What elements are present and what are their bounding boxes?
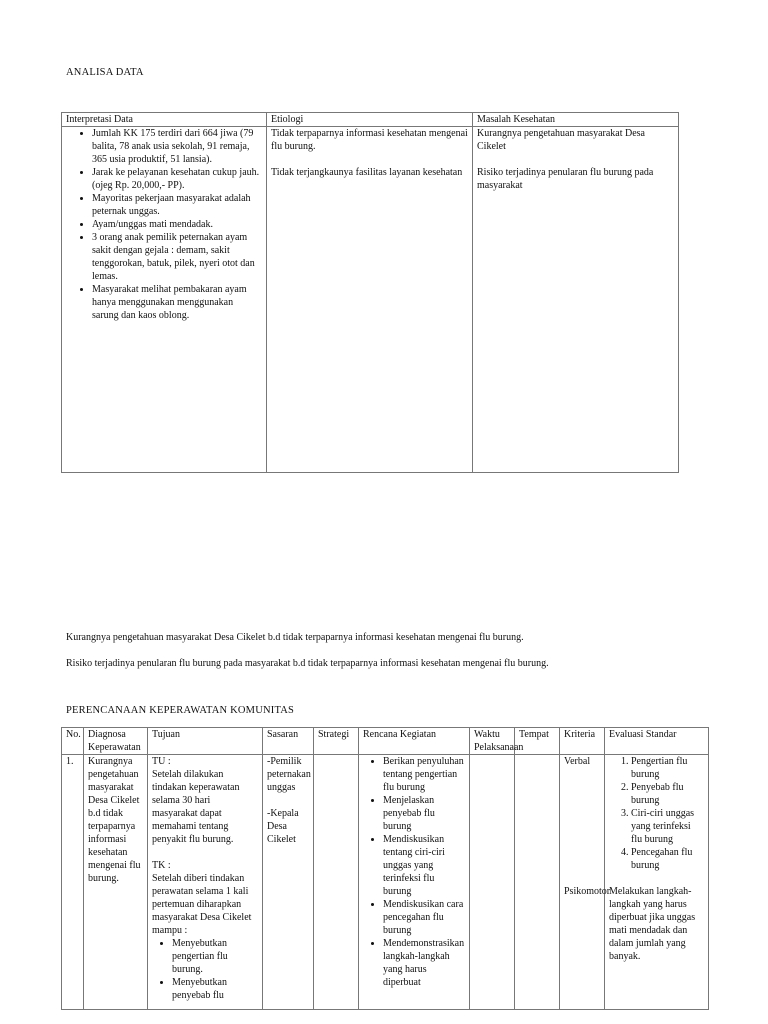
header-tujuan: Tujuan	[148, 728, 263, 755]
list-item: • 3 orang anak pemilik peternakan ayam sakit dengan gejala : demam, sakit tenggorokan, batuk, pilek, nyeri otot dan lemas.	[92, 231, 262, 283]
sasaran-cell	[263, 755, 314, 1010]
tu-label: TU :	[152, 756, 171, 767]
kriteria-cell	[560, 755, 611, 1010]
list-item: • Mendiskusikan cara pencegahan flu burung	[383, 898, 465, 937]
analisa-data-table	[61, 112, 679, 473]
perencanaan-header-row	[62, 728, 709, 755]
waktu-cell	[470, 755, 515, 1010]
evaluasi-cell	[605, 755, 709, 1010]
rencana-cell	[359, 755, 470, 1010]
evaluasi-text: Melakukan langkah-langkah yang harus diperbuat jika unggas mati mendadak dan dalam jumlah yang banyak.	[609, 886, 696, 962]
analisa-header-row	[62, 113, 679, 127]
sasaran-text: -Pemilik peternakan unggas	[267, 756, 311, 793]
masalah-cell	[473, 127, 679, 473]
diagnosa-line: Risiko terjadinya penularan flu burung pada masyarakat b.d tidak terpaparnya informasi kesehatan mengenai flu burung.	[66, 658, 549, 669]
list-item: • Masyarakat melihat pembakaran ayam hanya menggunakan menggunakan sarung dan kaos oblong.	[92, 283, 262, 322]
header-evaluasi: Evaluasi Standar	[605, 728, 709, 755]
tk-text: Setelah diberi tindakan perawatan selama 1 kali pertemuan diharapkan masyarakat Desa Cikelet mampu :	[152, 873, 252, 936]
list-item: • Mendiskusikan tentang ciri-ciri unggas yang terinfeksi flu burung	[383, 833, 465, 898]
etiologi-cell	[267, 127, 473, 473]
etiologi-text: Tidak terpaparnya informasi kesehatan mengenai flu burung.	[271, 128, 468, 152]
list-item: • Berikan penyuluhan tentang pengertian flu burung	[383, 755, 465, 794]
list-item: • Mayoritas pekerjaan masyarakat adalah peternak unggas.	[92, 192, 262, 218]
sasaran-text: -Kepala Desa Cikelet	[267, 808, 299, 845]
kriteria-text: Psikomotor	[564, 886, 611, 897]
list-item: • Jarak ke pelayanan kesehatan cukup jauh. (ojeg Rp. 20,000,- PP).	[92, 166, 262, 192]
perencanaan-title: PERENCANAAN KEPERAWATAN KOMUNITAS	[66, 705, 295, 716]
header-tempat: Tempat	[515, 728, 560, 755]
header-masalah: Masalah Kesehatan	[473, 113, 679, 127]
list-item: • Menyebutkan penyebab flu	[172, 976, 258, 1002]
analisa-data-title: ANALISA DATA	[66, 67, 144, 78]
list-item: 3. Ciri-ciri unggas yang terinfeksi flu burung	[631, 807, 704, 846]
header-etiologi: Etiologi	[267, 113, 473, 127]
masalah-text: Risiko terjadinya penularan flu burung pada masyarakat	[477, 167, 654, 191]
tujuan-cell	[148, 755, 263, 1010]
kriteria-text: Verbal	[564, 756, 591, 767]
list-item: 4. Pencegahan flu burung	[631, 846, 704, 872]
list-item: 1. Pengertian flu burung	[631, 755, 704, 781]
rencana-list	[363, 755, 465, 989]
list-item: • Menyebutkan pengertian flu burung.	[172, 937, 258, 976]
list-item: 2. Penyebab flu burung	[631, 781, 704, 807]
header-kriteria: Kriteria	[560, 728, 605, 755]
tk-list	[152, 937, 258, 1002]
header-interpretasi: Interpretasi Data	[62, 113, 267, 127]
diagnosa-line: Kurangnya pengetahuan masyarakat Desa Cikelet b.d tidak terpaparnya informasi kesehatan mengenai flu burung.	[66, 632, 524, 643]
header-diagnosa: Diagnosa Keperawatan	[84, 728, 148, 755]
header-strategi: Strategi	[314, 728, 359, 755]
list-item: • Ayam/unggas mati mendadak.	[92, 218, 262, 231]
interpretasi-list	[66, 127, 262, 322]
etiologi-text: Tidak terjangkaunya fasilitas layanan kesehatan	[271, 167, 463, 178]
strategi-cell	[314, 755, 359, 1010]
header-no: No.	[62, 728, 84, 755]
no-cell: 1.	[62, 755, 84, 1010]
perencanaan-table	[61, 727, 709, 1010]
diagnosa-cell: Kurangnya pengetahuan masyarakat Desa Cikelet b.d tidak terpaparnya informasi kesehatan mengenai flu burung.	[84, 755, 148, 1010]
tk-label: TK :	[152, 860, 171, 871]
header-rencana: Rencana Kegiatan	[359, 728, 470, 755]
table-row	[62, 755, 709, 1010]
interpretasi-cell	[62, 127, 267, 473]
header-waktu: Waktu Pelaksanaan	[470, 728, 515, 755]
masalah-text: Kurangnya pengetahuan masyarakat Desa Cikelet	[477, 128, 645, 152]
tempat-cell	[515, 755, 560, 1010]
tu-text: Setelah dilakukan tindakan keperawatan selama 30 hari masyarakat dapat memahami tentang penyakit flu burung.	[152, 769, 240, 845]
list-item: • Jumlah KK 175 terdiri dari 664 jiwa (79 balita, 78 anak usia sekolah, 91 remaja, 365 usia produktif, 51 lansia).	[92, 127, 262, 166]
list-item: • Mendemonstrasikan langkah-langkah yang harus diperbuat	[383, 937, 465, 989]
analisa-body-row	[62, 127, 679, 473]
evaluasi-list	[609, 755, 704, 872]
list-item: • Menjelaskan penyebab flu burung	[383, 794, 465, 833]
header-sasaran: Sasaran	[263, 728, 314, 755]
